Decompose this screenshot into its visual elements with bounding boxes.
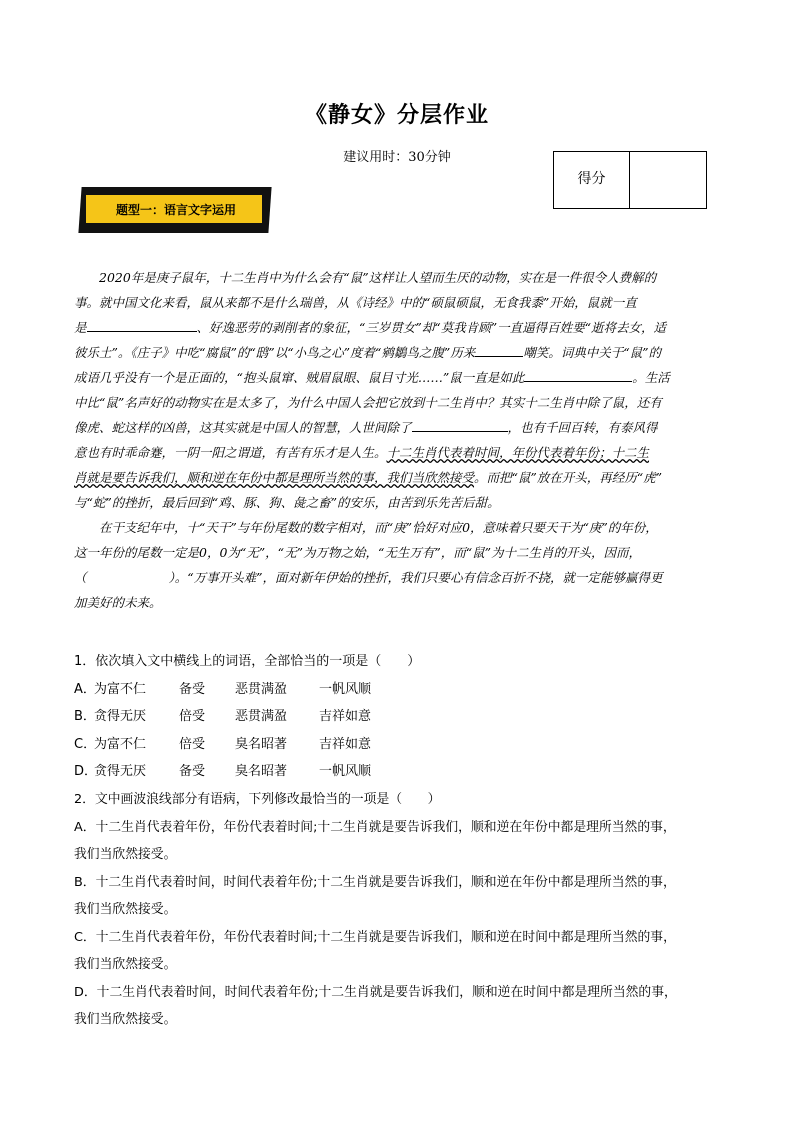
wavy-underlined-text: 十二生肖代表着时间，年份代表着年份；十二生 xyxy=(386,445,650,460)
blank-1 xyxy=(87,317,197,332)
option-c: C．为富不仁 倍受 臭名昭著 吉祥如意 xyxy=(74,736,372,752)
passage-line: 在干支纪年中，十“天干”与年份尾数的数字相对，而“庚”恰好对应0，意味着只要天干为“庚”的年份， xyxy=(99,520,658,535)
passage-line: （ ）。“万事开头难”，面对新年伊始的挫折，我们只要心有信念百折不挠，就一定能够赢得更 xyxy=(74,570,663,585)
option-c-line2: 我们当欣然接受。 xyxy=(74,957,177,972)
section-label: 题型一：语言文字运用 xyxy=(116,203,237,217)
passage-line: 是 、好逸恶劳的剥削者的象征，“三岁贯女”却“莫我肯顾”一直逼得百姓要“逝将去女，适 xyxy=(74,315,734,340)
option-b-line1: B．十二生肖代表着时间，时间代表着年份;十二生肖就是要告诉我们，顺和逆在年份中都是理所当然的事， xyxy=(74,874,676,890)
page-title: 《静女》分层作业 xyxy=(304,103,489,128)
passage xyxy=(74,265,734,615)
passage-line: 成语几乎没有一个是正面的，“抱头鼠窜、贼眉鼠眼、鼠目寸光……”鼠一直是如此 。生活 xyxy=(74,365,734,390)
option-d-line2: 我们当欣然接受。 xyxy=(74,1012,177,1027)
option-a-line1: A．十二生肖代表着年份，年份代表着时间;十二生肖就是要告诉我们，顺和逆在年份中都是理所当然的事， xyxy=(74,819,676,835)
wavy-underlined-text: 肖就是要告诉我们，顺和逆在年份中都是理所当然的事，我们当欣然接受 xyxy=(74,470,475,485)
option-a-line2: 我们当欣然接受。 xyxy=(74,847,177,862)
score-box xyxy=(553,151,707,209)
passage-line: 肖就是要告诉我们，顺和逆在年份中都是理所当然的事，我们当欣然接受。而把“鼠”放在开头，再经历“虎” xyxy=(74,470,663,485)
passage-line: 意也有时乖命蹇，一阴一阳之谓道，有苦有乐才是人生。十二生肖代表着时间，年份代表着年份；十二生 xyxy=(74,445,650,460)
blank-4 xyxy=(412,417,508,432)
passage-line: 加美好的未来。 xyxy=(74,595,162,610)
option-a: A．为富不仁 备受 恶贯满盈 一帆风顺 xyxy=(74,681,372,697)
passage-line: 与“蛇”的挫折，最后回到“鸡、豚、狗、彘之畜”的安乐，由苦到乐先苦后甜。 xyxy=(74,495,500,510)
suggested-time: 建议用时：30分钟 xyxy=(343,150,451,165)
passage-line: 中比“鼠”名声好的动物实在是太多了，为什么中国人会把它放到十二生肖中？其实十二生肖中除了鼠，还有 xyxy=(74,395,662,410)
passage-line: 像虎、蛇这样的凶兽，这其实就是中国人的智慧，人世间除了 ，也有千回百转，有泰风得 xyxy=(74,415,734,440)
passage-line: 事。就中国文化来看，鼠从来都不是什么瑞兽，从《诗经》中的“硕鼠硕鼠，无食我黍”开始，鼠就一直 xyxy=(74,295,637,310)
option-d-line1: D．十二生肖代表着时间，时间代表着年份;十二生肖就是要告诉我们，顺和逆在时间中都是理所当然的事， xyxy=(74,984,677,1000)
question-1 xyxy=(74,648,734,786)
score-label: 得分 xyxy=(554,152,630,208)
option-b: B．贪得无厌 倍受 恶贯满盈 吉祥如意 xyxy=(74,709,372,724)
blank-3 xyxy=(524,367,632,382)
passage-line: 2020年是庚子鼠年，十二生肖中为什么会有“鼠”这样让人望而生厌的动物，实在是一件很令人费解的 xyxy=(99,270,657,285)
question-stem: 1．依次填入文中横线上的词语，全部恰当的一项是（ ） xyxy=(74,654,421,669)
option-c-line1: C．十二生肖代表着年份，年份代表着时间;十二生肖就是要告诉我们，顺和逆在时间中都是理所当然的事， xyxy=(74,929,676,945)
passage-line: 这一年份的尾数一定是0，0为“无”，“无”为万物之始，“无生万有”，而“鼠”为十二生肖的开头，因而， xyxy=(74,545,642,560)
question-stem: 2．文中画波浪线部分有语病，下列修改最恰当的一项是（ ） xyxy=(74,792,441,807)
question-2 xyxy=(74,786,734,1034)
passage-line: 彼乐土”。《庄子》中吃“腐鼠”的“鸱”以“小鸟之心”度着“鹓鶵鸟之腹”历来 嘲笑。词典中关于“鼠”的 xyxy=(74,340,734,365)
option-b-line2: 我们当欣然接受。 xyxy=(74,902,177,917)
section-banner xyxy=(80,187,270,233)
option-d: D．贪得无厌 备受 臭名昭著 一帆风顺 xyxy=(74,764,372,779)
blank-2 xyxy=(475,342,523,357)
